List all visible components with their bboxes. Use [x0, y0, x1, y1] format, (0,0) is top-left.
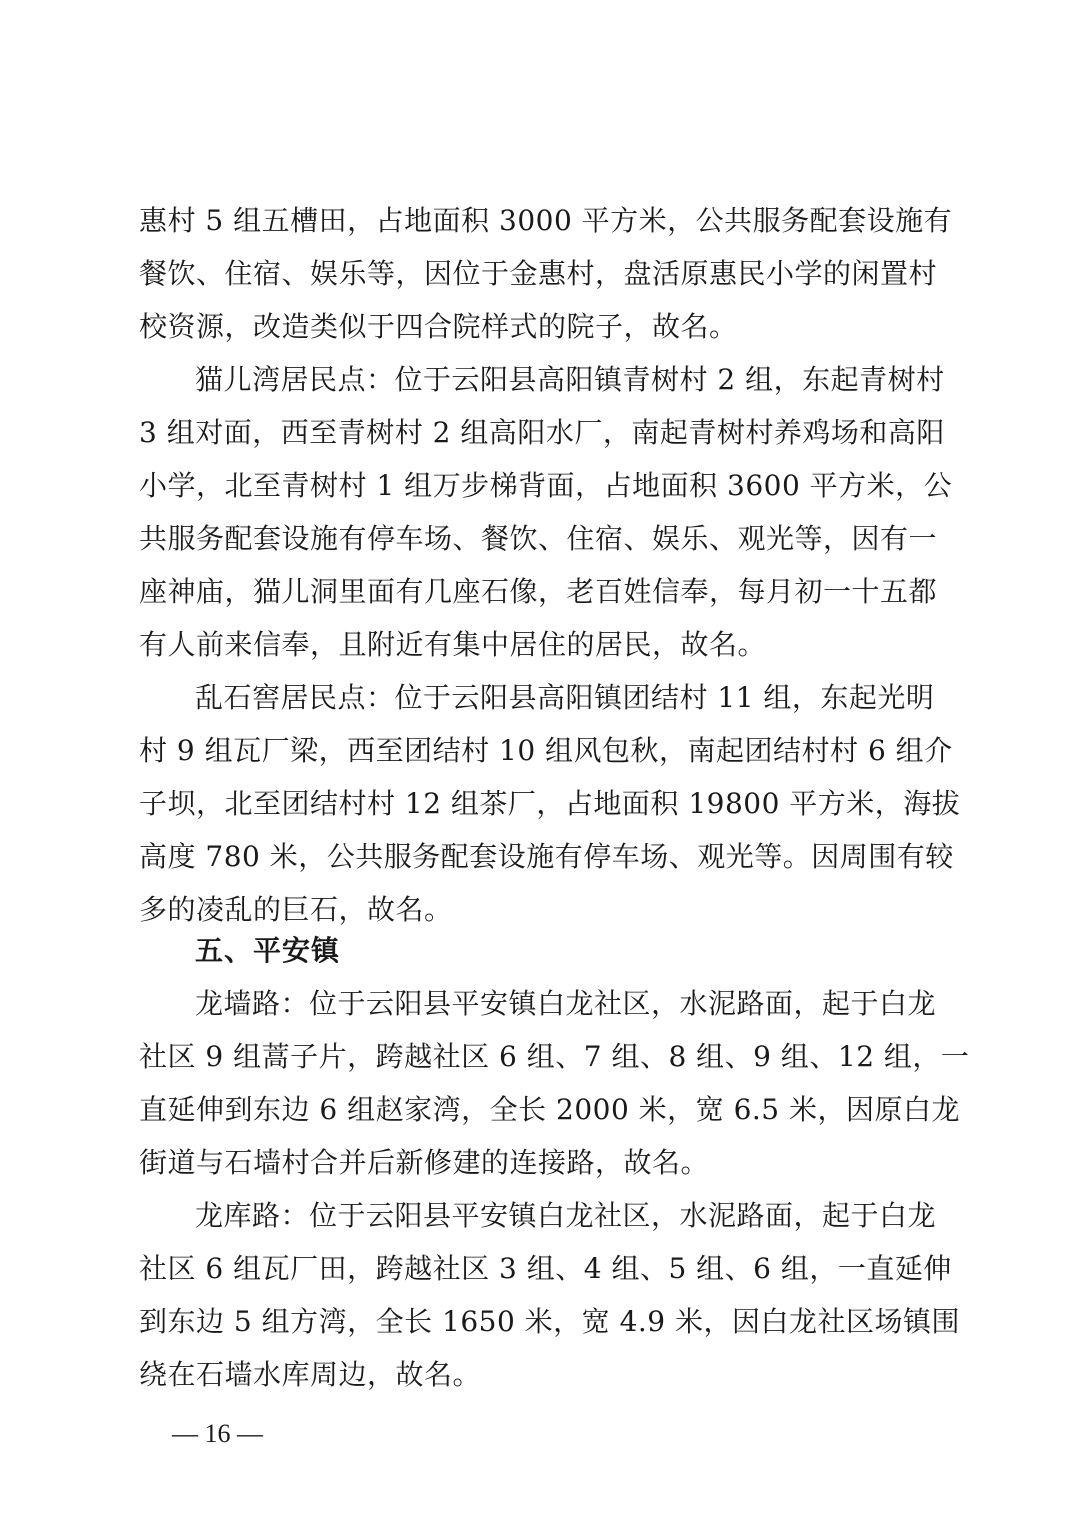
body-line: 共服务配套设施有停车场、餐饮、住宿、娱乐、观光等，因有一 — [139, 522, 938, 555]
body-line: 村 9 组瓦厂梁，西至团结村 10 组风包秋，南起团结村村 6 组介 — [139, 734, 953, 767]
body-line: 餐饮、住宿、娱乐等，因位于金惠村，盘活原惠民小学的闲置村 — [139, 257, 938, 290]
body-line: 龙库路：位于云阳县平安镇白龙社区，水泥路面，起于白龙 — [195, 1199, 937, 1232]
body-line: 绕在石墙水库周边，故名。 — [139, 1358, 482, 1391]
body-line: 惠村 5 组五槽田，占地面积 3000 平方米，公共服务配套设施有 — [139, 204, 953, 237]
body-line: 多的凌乱的巨石，故名。 — [139, 893, 453, 926]
section-heading: 五、平安镇 — [195, 934, 341, 967]
body-line: 有人前来信奉，且附近有集中居住的居民，故名。 — [139, 628, 767, 661]
body-line: 龙墙路：位于云阳县平安镇白龙社区，水泥路面，起于白龙 — [195, 987, 937, 1020]
body-line: 小学，北至青树村 1 组万步梯背面，占地面积 3600 平方米，公 — [139, 469, 953, 502]
page-number: — 16 — — [172, 1419, 263, 1448]
body-line: 直延伸到东边 6 组赵家湾，全长 2000 米，宽 6.5 米，因原白龙 — [139, 1093, 961, 1126]
body-line: 高度 780 米，公共服务配套设施有停车场、观光等。因周围有较 — [139, 840, 954, 873]
body-line: 乱石窖居民点：位于云阳县高阳镇团结村 11 组，东起光明 — [195, 681, 935, 714]
body-line: 到东边 5 组方湾，全长 1650 米，宽 4.9 米，因白龙社区场镇围 — [139, 1305, 961, 1338]
body-line: 座神庙，猫儿洞里面有几座石像，老百姓信奉，每月初一十五都 — [139, 575, 938, 608]
body-line: 3 组对面，西至青树村 2 组高阳水厂，南起青树村养鸡场和高阳 — [139, 416, 945, 449]
body-line: 猫儿湾居民点：位于云阳县高阳镇青树村 2 组，东起青树村 — [195, 363, 945, 396]
body-line: 街道与石墙村合并后新修建的连接路，故名。 — [139, 1146, 710, 1179]
body-line: 社区 9 组蒿子片，跨越社区 6 组、7 组、8 组、9 组、12 组，一 — [139, 1040, 970, 1073]
body-line: 社区 6 组瓦厂田，跨越社区 3 组、4 组、5 组、6 组，一直延伸 — [139, 1252, 952, 1285]
body-line: 校资源，改造类似于四合院样式的院子，故名。 — [139, 310, 738, 343]
body-line: 子坝，北至团结村村 12 组茶厂，占地面积 19800 平方米，海拔 — [139, 787, 961, 820]
